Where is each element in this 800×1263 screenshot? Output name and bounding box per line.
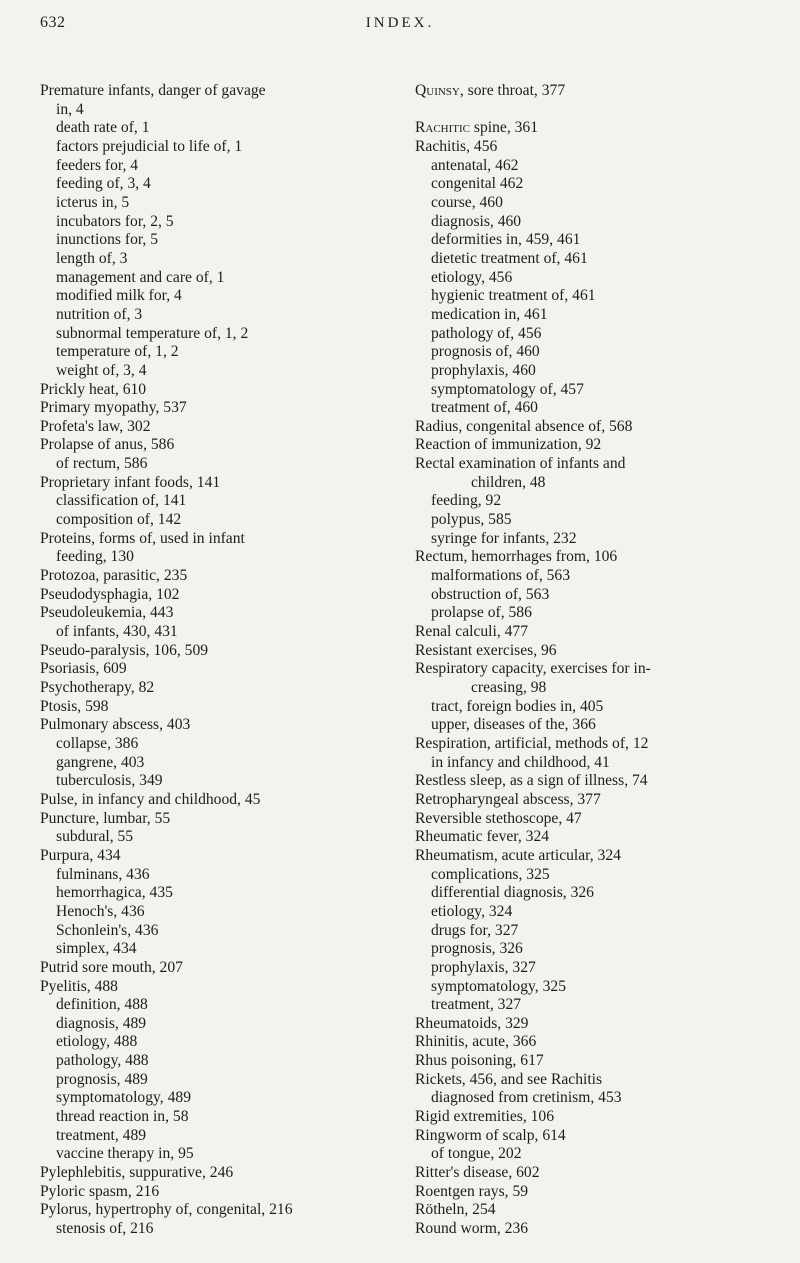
index-subentry: simplex, 434 (56, 940, 137, 958)
page-number: 632 (40, 14, 66, 31)
index-entry: Respiration, artificial, methods of, 12 (415, 734, 649, 752)
index-entry: Pseudodysphagia, 102 (40, 585, 180, 603)
index-column-left (40, 82, 398, 1239)
index-subentry: incubators for, 2, 5 (56, 212, 174, 230)
index-entry: Protozoa, parasitic, 235 (40, 567, 188, 585)
index-entry: Rhinitis, acute, 366 (415, 1033, 537, 1051)
index-entry: Reversible stethoscope, 47 (415, 809, 582, 827)
index-subentry: prophylaxis, 460 (431, 361, 536, 379)
index-entry: Renal calculi, 477 (415, 623, 529, 641)
index-entry: Rickets, 456, and see Rachitis (415, 1070, 603, 1088)
index-subentry: treatment, 327 (431, 996, 522, 1014)
index-subentry: prolapse of, 586 (431, 604, 532, 622)
index-entry: Purpura, 434 (40, 846, 121, 864)
index-subentry: prophylaxis, 327 (431, 958, 536, 976)
index-entry: Ritter's disease, 602 (415, 1164, 540, 1182)
index-entry: Restless sleep, as a sign of illness, 74 (415, 772, 648, 790)
running-head: INDEX. (365, 15, 435, 31)
index-entry: Pulse, in infancy and childhood, 45 (40, 790, 261, 808)
index-entry: Proteins, forms of, used in infant (40, 529, 245, 547)
index-entry: Pseudo-paralysis, 106, 509 (40, 641, 209, 659)
index-subentry: in, 4 (56, 100, 84, 118)
index-subentry: tuberculosis, 349 (56, 772, 163, 790)
index-entry: Rhus poisoning, 617 (415, 1052, 544, 1070)
index-subentry: children, 48 (471, 473, 546, 491)
index-subentry: pathology of, 456 (431, 324, 542, 342)
index-column-right (415, 82, 773, 1239)
index-subentry: feeding, 130 (56, 548, 134, 566)
index-entry: Round worm, 236 (415, 1220, 529, 1238)
index-entry: Ptosis, 598 (40, 697, 109, 715)
index-subentry: etiology, 488 (56, 1033, 138, 1051)
index-subentry: differential diagnosis, 326 (431, 884, 594, 902)
index-entry: Pyelitis, 488 (40, 977, 118, 995)
index-entry: Respiratory capacity, exercises for in- (415, 660, 651, 678)
index-subentry: Henoch's, 436 (56, 902, 145, 920)
index-subentry: malformations of, 563 (431, 567, 571, 585)
index-subentry: definition, 488 (56, 996, 148, 1014)
index-subentry: temperature of, 1, 2 (56, 343, 179, 361)
index-subentry: collapse, 386 (56, 734, 139, 752)
index-subentry: of infants, 430, 431 (56, 623, 178, 641)
index-subentry: prognosis, 489 (56, 1070, 148, 1088)
index-entry: Rheumatism, acute articular, 324 (415, 846, 621, 864)
spacer-line (415, 101, 773, 120)
index-subentry: dietetic treatment of, 461 (431, 249, 588, 267)
index-subentry: treatment of, 460 (431, 399, 538, 417)
index-subentry: feeders for, 4 (56, 156, 139, 174)
index-subentry: complications, 325 (431, 865, 550, 883)
index-subentry: medication in, 461 (431, 305, 548, 323)
index-subentry: vaccine therapy in, 95 (56, 1145, 194, 1163)
index-subentry: symptomatology of, 457 (431, 380, 584, 398)
index-subentry: prognosis of, 460 (431, 343, 540, 361)
index-entry: Retropharyngeal abscess, 377 (415, 790, 601, 808)
index-subentry: hygienic treatment of, 461 (431, 287, 596, 305)
index-entry: Pseudoleukemia, 443 (40, 604, 174, 622)
index-entry: Radius, congenital absence of, 568 (415, 417, 633, 435)
index-subentry: subdural, 55 (56, 828, 134, 846)
index-entry: Premature infants, danger of gavage (40, 82, 266, 99)
index-entry: Pyloric spasm, 216 (40, 1182, 160, 1200)
index-subentry: modified milk for, 4 (56, 287, 182, 305)
index-entry: Rötheln, 254 (415, 1201, 496, 1219)
index-entry: Pylephlebitis, suppurative, 246 (40, 1164, 234, 1182)
index-entry: Primary myopathy, 537 (40, 399, 187, 417)
index-subentry: in infancy and childhood, 41 (431, 753, 610, 771)
index-subentry: diagnosis, 460 (431, 212, 522, 230)
index-entry: Pylorus, hypertrophy of, congenital, 216 (40, 1201, 293, 1219)
index-entry: Putrid sore mouth, 207 (40, 958, 183, 976)
index-entry: Rachitis, 456 (415, 137, 498, 155)
index-subentry: obstruction of, 563 (431, 585, 550, 603)
index-entry: Rigid extremities, 106 (415, 1108, 555, 1126)
index-entry: Proprietary infant foods, 141 (40, 473, 221, 491)
index-subentry: polypus, 585 (431, 511, 512, 529)
index-subentry: length of, 3 (56, 249, 128, 267)
index-entry: Roentgen rays, 59 (415, 1182, 529, 1200)
index-entry: Prickly heat, 610 (40, 380, 147, 398)
index-subentry: subnormal temperature of, 1, 2 (56, 324, 249, 342)
index-subentry: deformities in, 459, 461 (431, 231, 581, 249)
index-subentry: symptomatology, 489 (56, 1089, 191, 1107)
index-subentry: stenosis of, 216 (56, 1220, 154, 1238)
index-subentry: tract, foreign bodies in, 405 (431, 697, 604, 715)
index-entry: Rectal examination of infants and (415, 455, 626, 473)
index-subentry: inunctions for, 5 (56, 231, 159, 249)
index-subentry: weight of, 3, 4 (56, 361, 147, 379)
index-subentry: gangrene, 403 (56, 753, 145, 771)
index-subentry: factors prejudicial to life of, 1 (56, 137, 243, 155)
index-subentry: diagnosis, 489 (56, 1014, 147, 1032)
index-subentry: nutrition of, 3 (56, 305, 143, 323)
index-subentry: antenatal, 462 (431, 156, 519, 174)
index-entry: Psoriasis, 609 (40, 660, 127, 678)
index-subentry: Schonlein's, 436 (56, 921, 159, 939)
index-subentry: icterus in, 5 (56, 193, 130, 211)
index-subentry: treatment, 489 (56, 1126, 147, 1144)
index-subentry: death rate of, 1 (56, 119, 150, 137)
index-subentry: pathology, 488 (56, 1052, 149, 1070)
index-subentry: composition of, 142 (56, 511, 182, 529)
index-subentry: feeding of, 3, 4 (56, 175, 151, 193)
index-subentry: management and care of, 1 (56, 268, 225, 286)
index-subentry: fulminans, 436 (56, 865, 150, 883)
index-entry: Ringworm of scalp, 614 (415, 1126, 566, 1144)
index-entry: Rheumatic fever, 324 (415, 828, 550, 846)
index-entry: Reaction of immunization, 92 (415, 436, 602, 454)
index-subentry: of tongue, 202 (431, 1145, 522, 1163)
index-subentry: hemorrhagica, 435 (56, 884, 173, 902)
index-entry: Psychotherapy, 82 (40, 679, 155, 696)
index-entry: Quinsy, sore throat, 377 (415, 82, 566, 99)
index-subentry: symptomatology, 325 (431, 977, 566, 995)
index-subentry: thread reaction in, 58 (56, 1108, 189, 1126)
index-entry: Rachitic spine, 361 (415, 119, 539, 137)
index-subentry: feeding, 92 (431, 492, 502, 510)
index-entry: Pulmonary abscess, 403 (40, 716, 191, 734)
index-subentry: upper, diseases of the, 366 (431, 716, 596, 734)
index-entry: Rectum, hemorrhages from, 106 (415, 548, 618, 566)
index-subentry: drugs for, 327 (431, 921, 519, 939)
index-subentry: creasing, 98 (471, 679, 547, 696)
index-subentry: syringe for infants, 232 (431, 529, 577, 547)
index-subentry: etiology, 456 (431, 268, 513, 286)
index-entry: Prolapse of anus, 586 (40, 436, 175, 454)
index-subentry: course, 460 (431, 193, 503, 211)
index-entry: Rheumatoids, 329 (415, 1014, 529, 1032)
index-subentry: of rectum, 586 (56, 455, 148, 473)
index-subentry: etiology, 324 (431, 902, 513, 920)
index-subentry: classification of, 141 (56, 492, 187, 510)
index-subentry: congenital 462 (431, 175, 524, 193)
index-entry: Profeta's law, 302 (40, 417, 151, 435)
index-subentry: prognosis, 326 (431, 940, 523, 958)
index-subentry: diagnosed from cretinism, 453 (431, 1089, 622, 1107)
index-entry: Resistant exercises, 96 (415, 641, 557, 659)
index-entry: Puncture, lumbar, 55 (40, 809, 171, 827)
